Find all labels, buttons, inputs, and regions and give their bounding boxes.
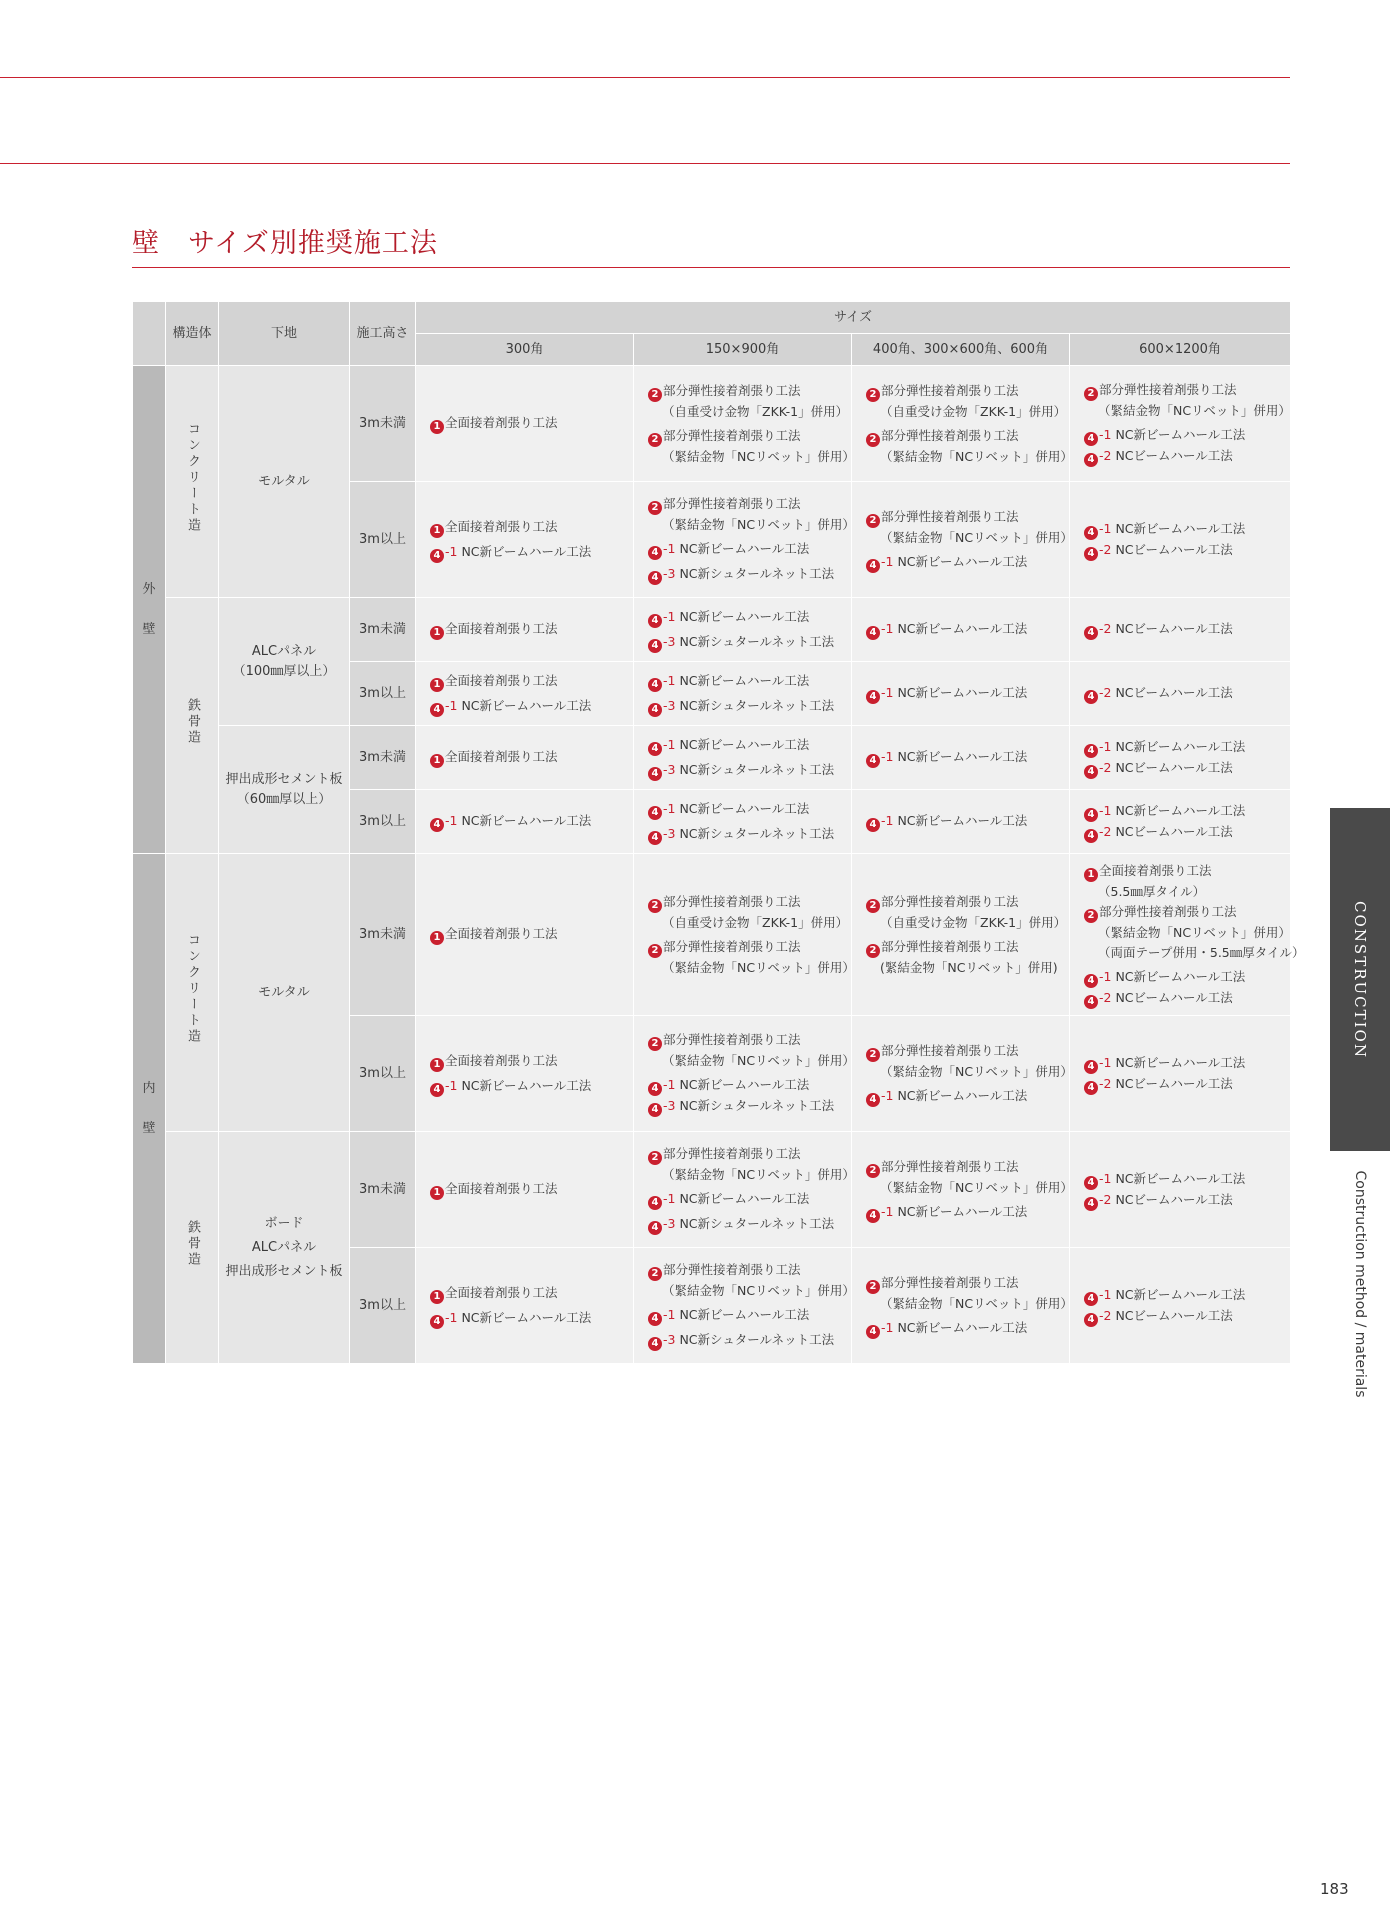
- badge-4-icon: 4: [866, 1325, 880, 1339]
- method-cell: 1 全面接着剤張り工法 4 -1 NC新ビームハール工法: [416, 1016, 634, 1132]
- height-cell: 3m以上: [350, 1016, 416, 1132]
- method-cell: 4 -1 NC新ビームハール工法 4 -2 NCビームハール工法: [1070, 790, 1291, 854]
- badge-4-icon: 4: [430, 549, 444, 563]
- method-cell: 2 部分弾性接着剤張り工法 （緊結金物「NCリベット」併用） 4 -1 NC新ビームハール工法 4 -2 NCビームハール工法: [1070, 366, 1291, 482]
- group-exterior-char-1: 外: [142, 581, 156, 597]
- badge-4-icon: 4: [866, 626, 880, 640]
- badge-2-icon: 2: [648, 944, 662, 958]
- badge-4-icon: 4: [648, 678, 662, 692]
- method-cell: 1 全面接着剤張り工法 4 -1 NC新ビームハール工法: [416, 662, 634, 726]
- badge-2-icon: 2: [648, 899, 662, 913]
- header-size-600x1200: 600×1200角: [1070, 334, 1291, 366]
- method-cell: 4 -2 NCビームハール工法: [1070, 662, 1291, 726]
- badge-1-icon: 1: [430, 1290, 444, 1304]
- method-cell: 1 全面接着剤張り工法 （5.5㎜厚タイル） 2 部分弾性接着剤張り工法 （緊結金物「NCリベット」併用） （両面テープ併用・5.5㎜厚タイル） 4 -1 NC新ビームハール工法 4 -2 NCビームハール工法: [1070, 854, 1291, 1016]
- badge-4-icon: 4: [1084, 995, 1098, 1009]
- badge-4-icon: 4: [648, 831, 662, 845]
- method-cell: 2 部分弾性接着剤張り工法 （自重受け金物「ZKK-1」併用） 2 部分弾性接着剤張り工法 （緊結金物「NCリベット」併用）: [852, 366, 1070, 482]
- method-cell: 4 -1 NC新ビームハール工法 4 -2 NCビームハール工法: [1070, 482, 1291, 598]
- method-cell: 2 部分弾性接着剤張り工法 （緊結金物「NCリベット」併用） 4 -1 NC新ビームハール工法 4 -3 NC新シュタールネット工法: [634, 1132, 852, 1248]
- method-cell: 4 -1 NC新ビームハール工法: [852, 726, 1070, 790]
- badge-2-icon: 2: [648, 1267, 662, 1281]
- badge-4-icon: 4: [866, 1209, 880, 1223]
- second-rule: [0, 163, 1290, 164]
- badge-4-icon: 4: [648, 703, 662, 717]
- method-cell: 2 部分弾性接着剤張り工法 （緊結金物「NCリベット」併用） 4 -1 NC新ビームハール工法 4 -3 NC新シュタールネット工法: [634, 1248, 852, 1364]
- badge-4-icon: 4: [648, 1312, 662, 1326]
- side-subtitle: [1330, 1164, 1390, 1404]
- badge-4-icon: 4: [866, 1093, 880, 1107]
- method-cell: 4 -1 NC新ビームハール工法: [416, 790, 634, 854]
- method-cell: 2 部分弾性接着剤張り工法 （自重受け金物「ZKK-1」併用） 2 部分弾性接着剤張り工法 （緊結金物「NCリベット」併用）: [634, 854, 852, 1016]
- structure-steel: 鉄骨造: [166, 1132, 219, 1364]
- badge-4-icon: 4: [648, 546, 662, 560]
- method-cell: 1 全面接着剤張り工法: [416, 854, 634, 1016]
- badge-2-icon: 2: [648, 501, 662, 515]
- method-cell: 2 部分弾性接着剤張り工法 （緊結金物「NCリベット」併用） 4 -1 NC新ビームハール工法: [852, 1132, 1070, 1248]
- height-cell: 3m以上: [350, 662, 416, 726]
- badge-4-icon: 4: [648, 1103, 662, 1117]
- badge-4-icon: 4: [648, 639, 662, 653]
- method-cell: 4 -1 NC新ビームハール工法 4 -3 NC新シュタールネット工法: [634, 662, 852, 726]
- badge-4-icon: 4: [1084, 626, 1098, 640]
- badge-4-icon: 4: [866, 754, 880, 768]
- badge-1-icon: 1: [430, 524, 444, 538]
- method-cell: 2 部分弾性接着剤張り工法 （緊結金物「NCリベット」併用） 4 -1 NC新ビームハール工法: [852, 482, 1070, 598]
- top-rule: [0, 77, 1290, 78]
- badge-4-icon: 4: [1084, 1081, 1098, 1095]
- method-cell: 1 全面接着剤張り工法: [416, 598, 634, 662]
- header-size-150x900: 150×900角: [634, 334, 852, 366]
- height-cell: 3m未満: [350, 598, 416, 662]
- badge-4-icon: 4: [866, 559, 880, 573]
- recommended-methods-table: [132, 301, 1305, 1364]
- badge-4-icon: 4: [1084, 829, 1098, 843]
- badge-4-icon: 4: [430, 1315, 444, 1329]
- badge-4-icon: 4: [1084, 1292, 1098, 1306]
- badge-4-icon: 4: [430, 1083, 444, 1097]
- method-cell: 4 -1 NC新ビームハール工法: [852, 790, 1070, 854]
- structure-concrete: コンクリート造: [166, 854, 219, 1132]
- header-base: 下地: [219, 302, 350, 366]
- badge-4-icon: 4: [1084, 1060, 1098, 1074]
- method-cell: 4 -1 NC新ビームハール工法 4 -2 NCビームハール工法: [1070, 726, 1291, 790]
- base-cement-board: 押出成形セメント板 （60㎜厚以上）: [219, 726, 350, 854]
- method-cell: 4 -1 NC新ビームハール工法: [852, 598, 1070, 662]
- badge-2-icon: 2: [866, 1048, 880, 1062]
- badge-4-icon: 4: [1084, 690, 1098, 704]
- base-mortar: モルタル: [219, 366, 350, 598]
- badge-2-icon: 2: [866, 514, 880, 528]
- badge-4-icon: 4: [1084, 547, 1098, 561]
- method-cell: 1 全面接着剤張り工法: [416, 366, 634, 482]
- badge-2-icon: 2: [866, 433, 880, 447]
- badge-4-icon: 4: [648, 571, 662, 585]
- badge-4-icon: 4: [1084, 526, 1098, 540]
- badge-1-icon: 1: [430, 1186, 444, 1200]
- badge-4-icon: 4: [648, 767, 662, 781]
- method-cell: 4 -1 NC新ビームハール工法 4 -2 NCビームハール工法: [1070, 1132, 1291, 1248]
- badge-4-icon: 4: [866, 818, 880, 832]
- badge-2-icon: 2: [866, 1280, 880, 1294]
- group-interior-char-1: 内: [142, 1080, 156, 1096]
- badge-4-icon: 4: [648, 1082, 662, 1096]
- height-cell: 3m未満: [350, 366, 416, 482]
- badge-4-icon: 4: [1084, 1176, 1098, 1190]
- badge-1-icon: 1: [430, 931, 444, 945]
- badge-4-icon: 4: [1084, 765, 1098, 779]
- method-cell: 2 部分弾性接着剤張り工法 （緊結金物「NCリベット」併用） 4 -1 NC新ビームハール工法: [852, 1248, 1070, 1364]
- badge-2-icon: 2: [648, 388, 662, 402]
- badge-4-icon: 4: [1084, 744, 1098, 758]
- badge-4-icon: 4: [430, 818, 444, 832]
- badge-4-icon: 4: [1084, 974, 1098, 988]
- header-size: サイズ: [416, 302, 1291, 334]
- height-cell: 3m以上: [350, 1248, 416, 1364]
- base-mortar: モルタル: [219, 854, 350, 1132]
- badge-4-icon: 4: [648, 742, 662, 756]
- method-cell: 2 部分弾性接着剤張り工法 （緊結金物「NCリベット」併用） 4 -1 NC新ビームハール工法 4 -3 NC新シュタールネット工法: [634, 1016, 852, 1132]
- title-rule: [132, 267, 1290, 268]
- badge-2-icon: 2: [866, 1164, 880, 1178]
- badge-4-icon: 4: [1084, 808, 1098, 822]
- badge-4-icon: 4: [648, 614, 662, 628]
- method-cell: 2 部分弾性接着剤張り工法 （緊結金物「NCリベット」併用） 4 -1 NC新ビームハール工法: [852, 1016, 1070, 1132]
- badge-2-icon: 2: [1084, 909, 1098, 923]
- group-exterior-char-2: 壁: [142, 621, 156, 637]
- method-cell: 4 -1 NC新ビームハール工法 4 -2 NCビームハール工法: [1070, 1016, 1291, 1132]
- badge-4-icon: 4: [1084, 432, 1098, 446]
- badge-2-icon: 2: [648, 1151, 662, 1165]
- badge-2-icon: 2: [1084, 387, 1098, 401]
- header-size-300: 300角: [416, 334, 634, 366]
- group-interior-char-2: 壁: [142, 1120, 156, 1136]
- badge-4-icon: 4: [430, 703, 444, 717]
- method-cell: 1 全面接着剤張り工法 4 -1 NC新ビームハール工法: [416, 1248, 634, 1364]
- header-structure: 構造体: [166, 302, 219, 366]
- method-cell: 2 部分弾性接着剤張り工法 （自重受け金物「ZKK-1」併用） 2 部分弾性接着剤張り工法 (緊結金物「NCリベット」併用): [852, 854, 1070, 1016]
- method-cell: 4 -1 NC新ビームハール工法 4 -3 NC新シュタールネット工法: [634, 726, 852, 790]
- side-subtitle-text: Construction method / materials: [1352, 1170, 1368, 1398]
- page-title: 壁 サイズ別推奨施工法: [132, 228, 438, 259]
- method-cell: 1 全面接着剤張り工法 4 -1 NC新ビームハール工法: [416, 482, 634, 598]
- badge-4-icon: 4: [1084, 453, 1098, 467]
- badge-4-icon: 4: [648, 1221, 662, 1235]
- badge-1-icon: 1: [430, 626, 444, 640]
- group-exterior-wall: [133, 366, 166, 854]
- height-cell: 3m未満: [350, 726, 416, 790]
- method-cell: 1 全面接着剤張り工法: [416, 726, 634, 790]
- badge-2-icon: 2: [648, 1037, 662, 1051]
- header-height: 施工高さ: [350, 302, 416, 366]
- header-blank: [133, 302, 166, 366]
- badge-4-icon: 4: [866, 690, 880, 704]
- structure-steel: 鉄骨造: [166, 598, 219, 854]
- method-cell: 2 部分弾性接着剤張り工法 （緊結金物「NCリベット」併用） 4 -1 NC新ビームハール工法 4 -3 NC新シュタールネット工法: [634, 482, 852, 598]
- group-interior-wall: [133, 854, 166, 1364]
- badge-2-icon: 2: [866, 388, 880, 402]
- badge-1-icon: 1: [430, 678, 444, 692]
- method-cell: 4 -1 NC新ビームハール工法: [852, 662, 1070, 726]
- badge-1-icon: 1: [1084, 868, 1098, 882]
- method-cell: 2 部分弾性接着剤張り工法 （自重受け金物「ZKK-1」併用） 2 部分弾性接着剤張り工法 （緊結金物「NCリベット」併用）: [634, 366, 852, 482]
- method-cell: 4 -1 NC新ビームハール工法 4 -3 NC新シュタールネット工法: [634, 598, 852, 662]
- structure-concrete: コンクリート造: [166, 366, 219, 598]
- height-cell: 3m未満: [350, 1132, 416, 1248]
- height-cell: 3m以上: [350, 482, 416, 598]
- header-size-400-600: 400角、300×600角、600角: [852, 334, 1070, 366]
- badge-4-icon: 4: [1084, 1313, 1098, 1327]
- height-cell: 3m未満: [350, 854, 416, 1016]
- badge-2-icon: 2: [866, 944, 880, 958]
- badge-4-icon: 4: [648, 806, 662, 820]
- badge-4-icon: 4: [648, 1196, 662, 1210]
- method-cell: 4 -1 NC新ビームハール工法 4 -2 NCビームハール工法: [1070, 1248, 1291, 1364]
- badge-1-icon: 1: [430, 754, 444, 768]
- construction-side-label: CONSTRUCTION: [1351, 900, 1369, 1059]
- construction-side-tab: [1330, 808, 1390, 1151]
- method-cell: 1 全面接着剤張り工法: [416, 1132, 634, 1248]
- badge-2-icon: 2: [648, 433, 662, 447]
- badge-4-icon: 4: [648, 1337, 662, 1351]
- height-cell: 3m以上: [350, 790, 416, 854]
- base-alc-panel: ALCパネル （100㎜厚以上）: [219, 598, 350, 726]
- method-cell: 4 -1 NC新ビームハール工法 4 -3 NC新シュタールネット工法: [634, 790, 852, 854]
- method-cell: 4 -2 NCビームハール工法: [1070, 598, 1291, 662]
- badge-1-icon: 1: [430, 420, 444, 434]
- badge-1-icon: 1: [430, 1058, 444, 1072]
- badge-4-icon: 4: [1084, 1197, 1098, 1211]
- badge-2-icon: 2: [866, 899, 880, 913]
- base-board-alc-cement: ボード ALCパネル 押出成形セメント板: [219, 1132, 350, 1364]
- page-number: 183: [1320, 1880, 1349, 1898]
